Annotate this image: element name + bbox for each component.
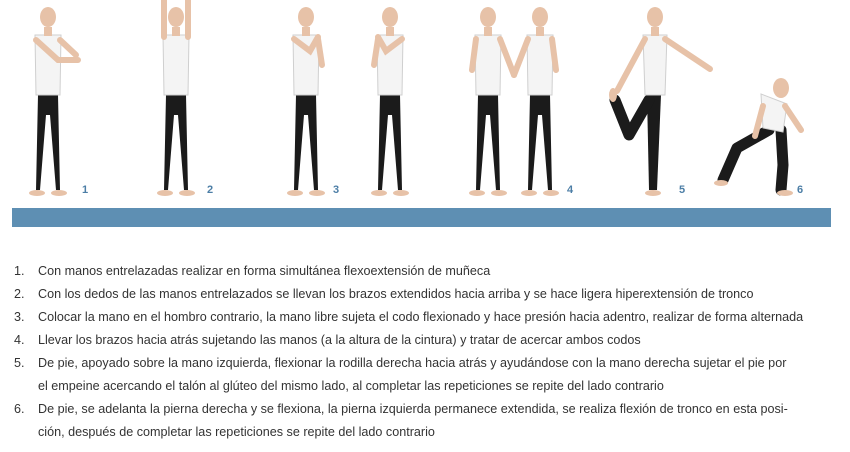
instruction-text: Colocar la mano en el hombro contrario, la mano libre sujeta el codo flexionado y hace presión hacia adentro, realizar de forma alternada	[38, 310, 804, 324]
figure-number-3: 3	[333, 184, 340, 196]
exercise-figure-2	[157, 0, 195, 196]
exercise-figure-3a	[287, 7, 325, 196]
figure-number-2: 2	[207, 184, 214, 196]
instruction-text: Con manos entrelazadas realizar en forma simultánea flexoextensión de muñeca	[38, 264, 491, 278]
instruction-number: 6.	[14, 402, 25, 416]
instruction-item-4	[14, 329, 840, 352]
instructions-list	[14, 260, 840, 444]
figure-number-5: 5	[679, 184, 686, 196]
instruction-item-3	[14, 306, 840, 329]
instruction-text: De pie, se adelanta la pierna derecha y se flexiona, la pierna izquierda permanece extendida, se realiza flexión de tronco en esta posi-	[38, 402, 788, 416]
instruction-number: 3.	[14, 310, 25, 324]
instruction-number: 5.	[14, 356, 25, 370]
instruction-text: Llevar los brazos hacia atrás sujetando las manos (a la altura de la cintura) y tratar de acercar ambos codos	[38, 333, 641, 347]
exercise-figure-4b	[514, 7, 559, 196]
exercise-figure-1	[29, 7, 78, 196]
exercise-figure-6	[714, 78, 804, 196]
instruction-text: Con los dedos de las manos entrelazados se llevan los brazos extendidos hacia arriba y se hace ligera hiperextensión de tronco	[38, 287, 754, 301]
figure-number-4: 4	[567, 184, 574, 196]
instruction-item-5	[14, 352, 840, 398]
floor-band	[12, 208, 831, 227]
instruction-item-1	[14, 260, 840, 283]
exercise-figure-4a	[469, 7, 514, 196]
instruction-number: 1.	[14, 264, 25, 278]
exercise-figure-3b	[371, 7, 409, 196]
instruction-number: 2.	[14, 287, 25, 301]
figure-number-6: 6	[797, 184, 804, 196]
instruction-item-6	[14, 398, 840, 444]
figure-number-1: 1	[82, 184, 89, 196]
exercise-figure-5	[609, 7, 710, 196]
instruction-number: 4.	[14, 333, 25, 347]
instruction-text-continued: el empeine acercando el talón al glúteo del mismo lado, al completar las repeticiones se repite del lado contrario	[38, 379, 664, 393]
instruction-text-continued: ción, después de completar las repeticiones se repite del lado contrario	[38, 425, 435, 439]
instruction-text: De pie, apoyado sobre la mano izquierda, flexionar la rodilla derecha hacia atrás y ayudándose con la mano derecha sujetar el pie por	[38, 356, 787, 370]
instruction-item-2	[14, 283, 840, 306]
